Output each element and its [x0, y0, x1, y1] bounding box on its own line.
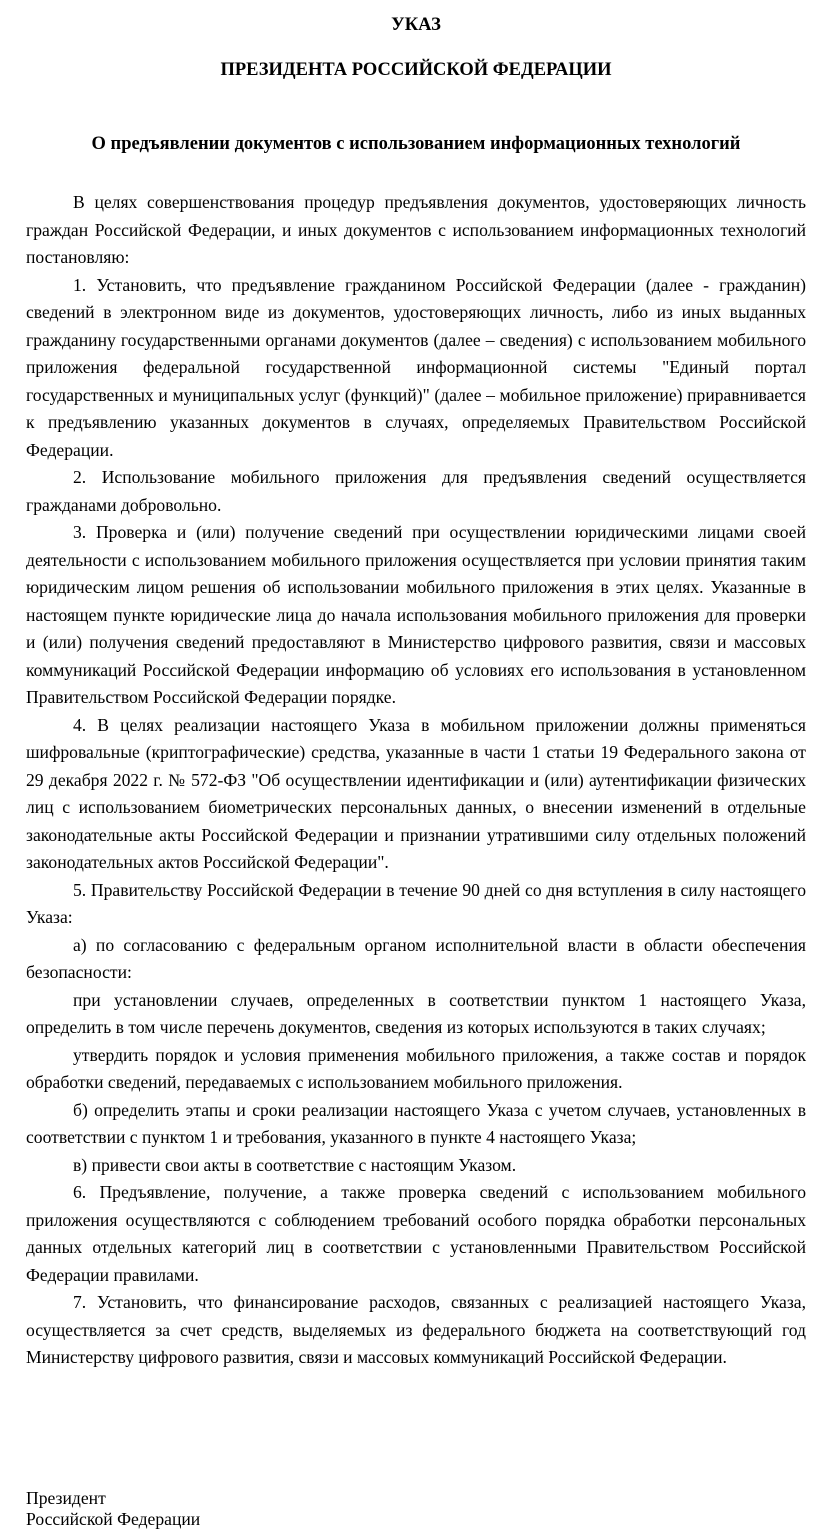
decree-subject: О предъявлении документов с использованием информационных технологий [91, 134, 741, 154]
clause-7-paragraph: 7. Установить, что финансирование расходов, связанных с реализацией настоящего Указа, осуществляется за счет средств, выделяемых из федерального бюджета на соответствующий год Министерству цифрового развития, связи и массовых коммуникаций Российской Федерации. [26, 1292, 806, 1367]
clause-1-paragraph: 1. Установить, что предъявление гражданином Российской Федерации (далее - гражданин) сведений в электронном виде из документов, удостоверяющих личность, либо из иных выданных гражданину государственными органами документов (далее – сведения) с использованием мобильного приложения федеральной государственной информационной системы "Единый портал государственных и муниципальных услуг (функций)" (далее – мобильное приложение) приравнивается к предъявлению указанных документов в случаях, определяемых Правительством Российской Федерации. [26, 274, 806, 460]
signatory-title-line-1: Президент [26, 1488, 106, 1508]
signature-block [26, 1488, 200, 1530]
clause-5a-paragraph: а) по согласованию с федеральным органом исполнительной власти в области обеспечения безопасности: [26, 934, 806, 982]
clause-5a-item-1-paragraph: при установлении случаев, определенных в соответствии пунктом 1 настоящего Указа, определить в том числе перечень документов, сведения из которых используются в таких случаях; [26, 989, 806, 1037]
clause-4-paragraph: 4. В целях реализации настоящего Указа в мобильном приложении должны применяться шифровальные (криптографические) средства, указанные в части 1 статьи 19 Федерального закона от 29 декабря 2022 г. № 572-ФЗ "Об осуществлении идентификации и (или) аутентификации физических лиц с использованием биометрических персональных данных, о внесении изменений в отдельные законодательные акты Российской Федерации и признании утратившими силу отдельных положений законодательных актов Российской Федерации". [26, 714, 806, 872]
clause-5c-paragraph: в) привести свои акты в соответствие с настоящим Указом. [73, 1154, 517, 1175]
preamble-paragraph: В целях совершенствования процедур предъявления документов, удостоверяющих личность граждан Российской Федерации, и иных документов с использованием информационных технологий постановляю: [26, 192, 806, 267]
decree-body [26, 189, 806, 1372]
decree-title: УКАЗ [391, 15, 441, 35]
clause-6-paragraph: 6. Предъявление, получение, а также проверка сведений с использованием мобильного приложения осуществляются с соблюдением требований особого порядка обработки персональных данных отдельных категорий лиц в соответствии с установленными Правительством Российской Федерации правилами. [26, 1182, 806, 1285]
clause-5a-item-2-paragraph: утвердить порядок и условия применения мобильного приложения, а также состав и порядок обработки сведений, передаваемых с использованием мобильного приложения. [26, 1044, 806, 1092]
clause-2-paragraph: 2. Использование мобильного приложения для предъявления сведений осуществляется гражданами добровольно. [26, 467, 806, 515]
signatory-title-line-2: Российской Федерации [26, 1509, 201, 1529]
clause-3-paragraph: 3. Проверка и (или) получение сведений при осуществлении юридическими лицами своей деятельности с использованием мобильного приложения осуществляется при условии принятия таким юридическим лицом решения об использовании мобильного приложения в этих целях. Указанные в настоящем пункте юридические лица до начала использования мобильного приложения для проверки и (или) получения сведений предоставляют в Министерство цифрового развития, связи и массовых коммуникаций Российской Федерации информацию об условиях его использования в установленном Правительством Российской Федерации порядке. [26, 522, 806, 707]
issuer-title: ПРЕЗИДЕНТА РОССИЙСКОЙ ФЕДЕРАЦИИ [220, 60, 612, 80]
clause-5-paragraph: 5. Правительству Российской Федерации в течение 90 дней со дня вступления в силу настоящего Указа: [26, 879, 806, 927]
clause-5b-paragraph: б) определить этапы и сроки реализации настоящего Указа с учетом случаев, установленных в соответствии с пунктом 1 и требования, указанного в пункте 4 настоящего Указа; [26, 1099, 806, 1147]
